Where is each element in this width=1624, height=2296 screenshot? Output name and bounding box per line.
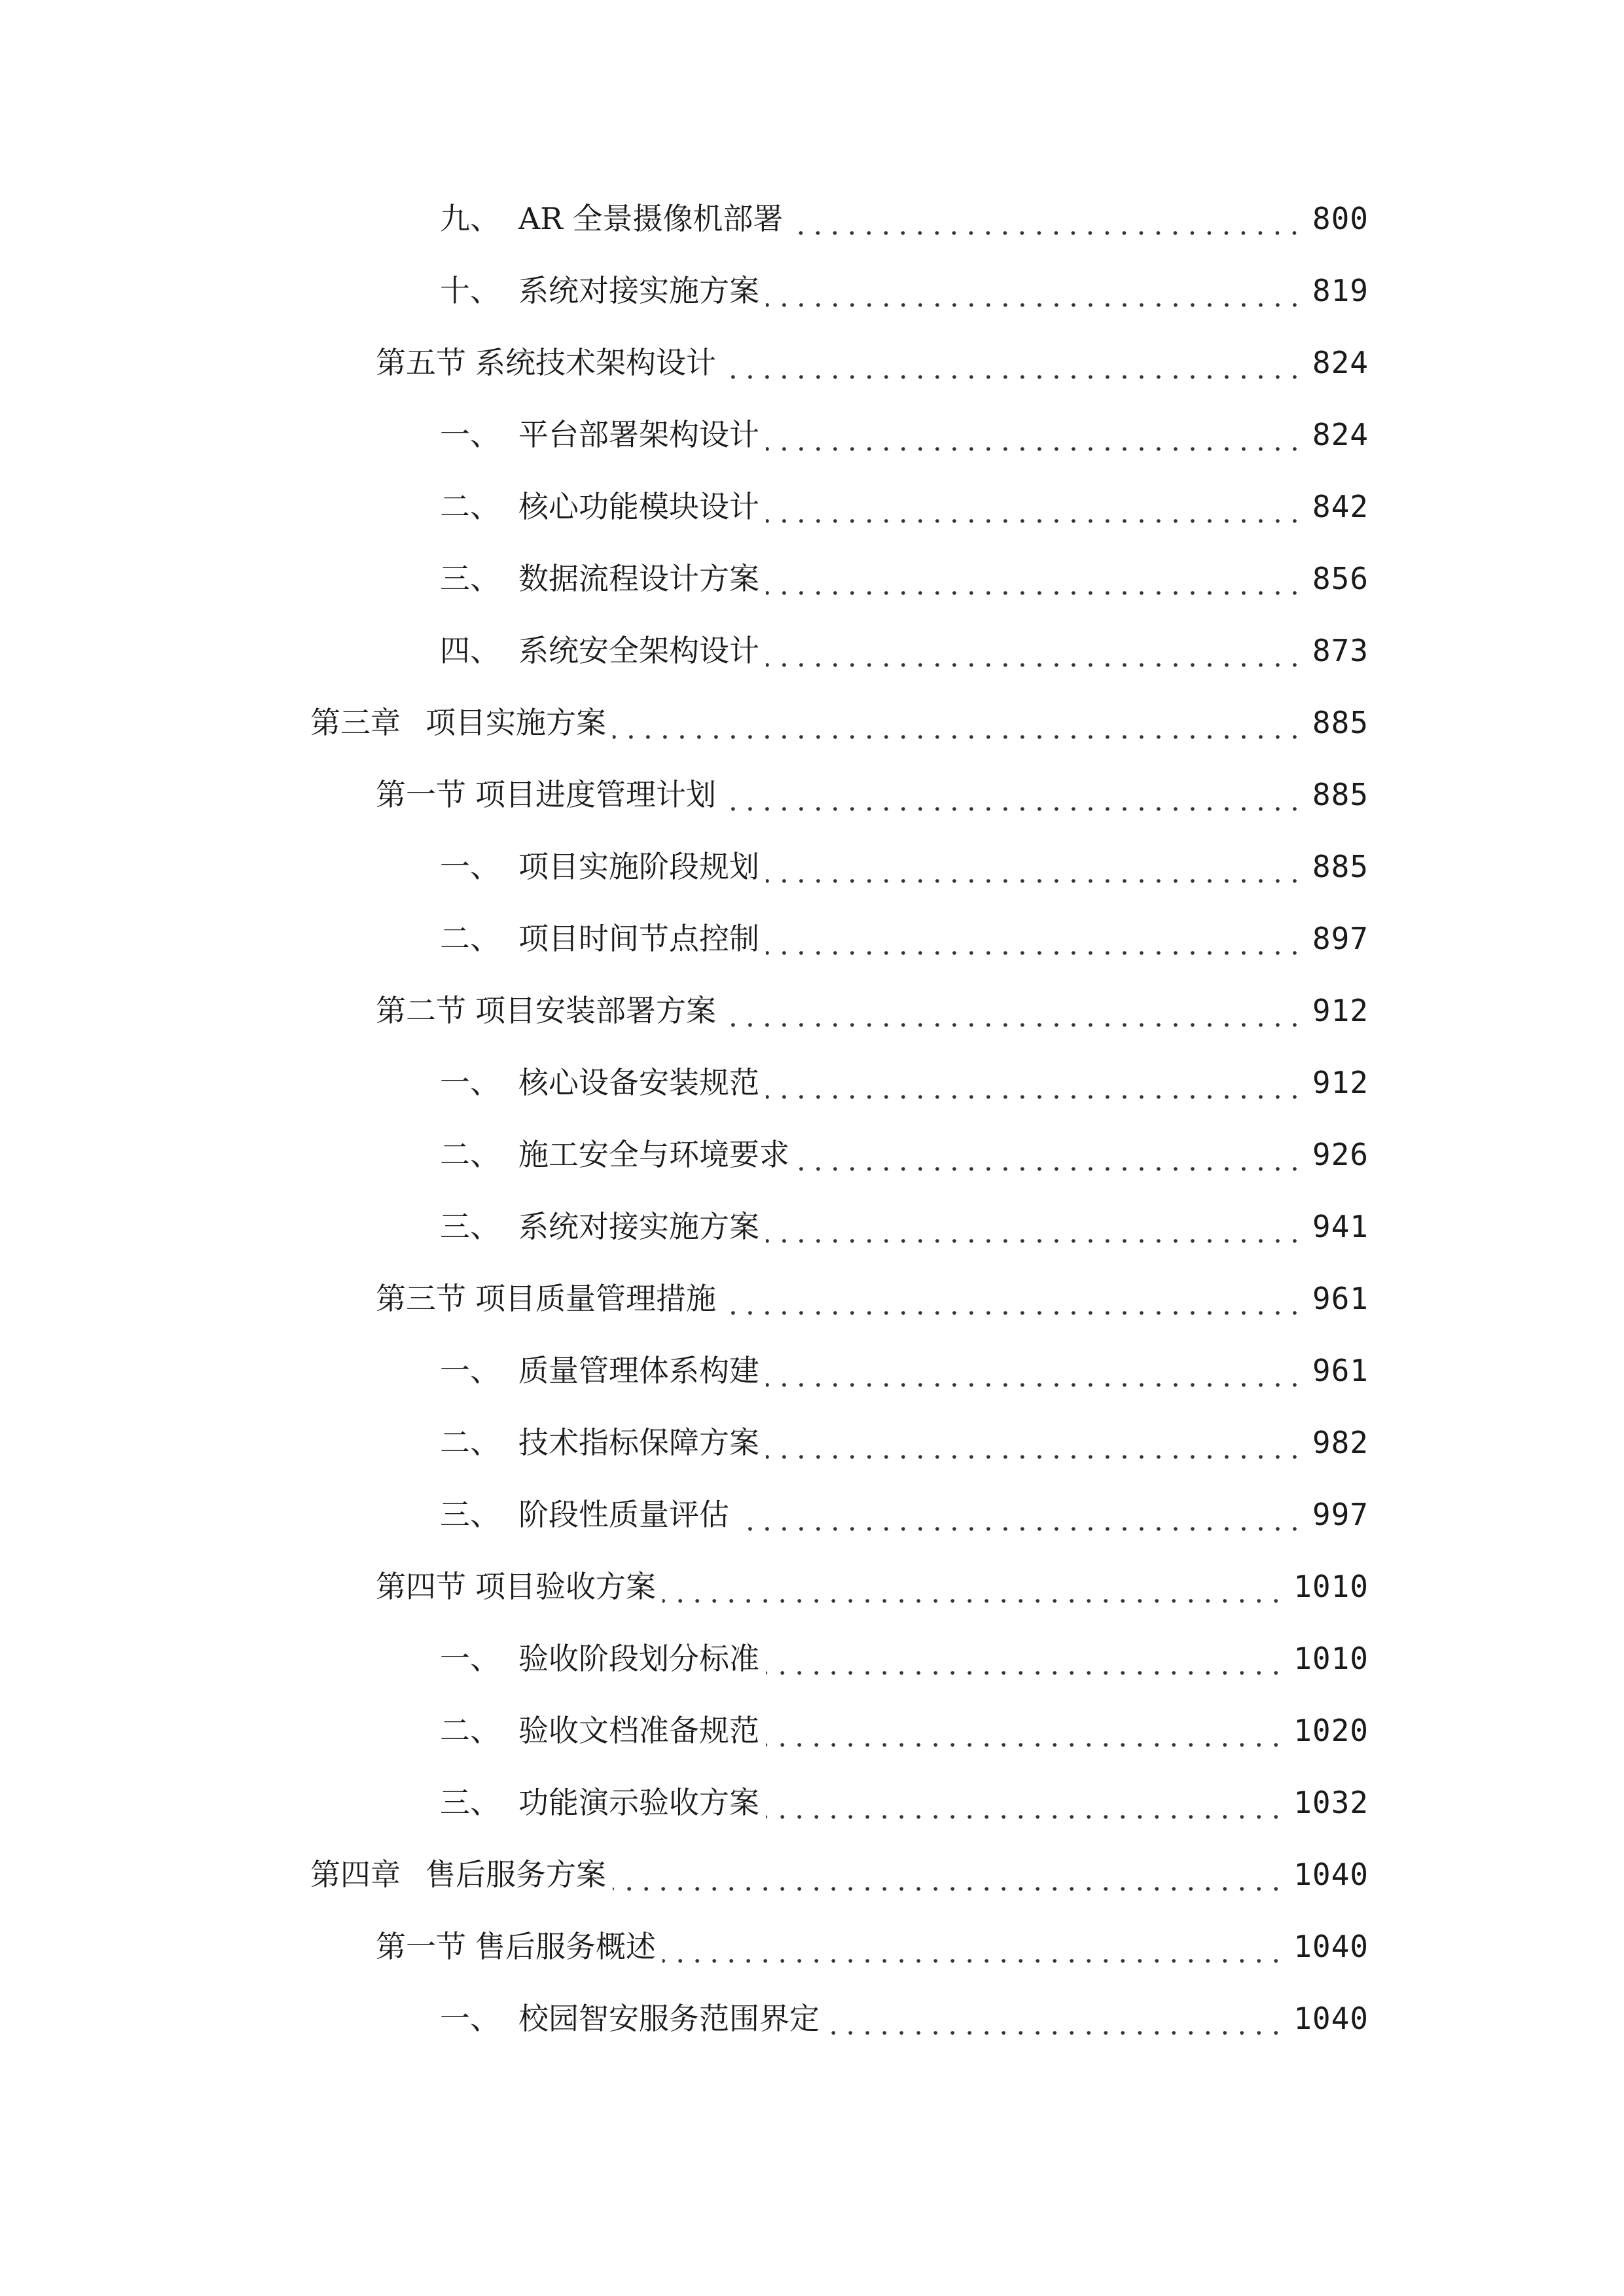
toc-entry[interactable] [440, 1128, 1369, 1181]
toc-entry-title: 项目实施阶段规划 [518, 849, 759, 884]
toc-entry-page: 912 [1312, 1065, 1369, 1100]
toc-entry[interactable] [440, 1416, 1369, 1469]
toc-entry-page: 1040 [1293, 2001, 1369, 2036]
dot-leader [723, 783, 1303, 814]
toc-entry[interactable] [440, 1992, 1369, 2045]
toc-entry[interactable] [440, 1488, 1369, 1541]
toc-entry-number: 三、 [440, 1497, 500, 1532]
toc-entry-title: 验收阶段划分标准 [518, 1641, 759, 1676]
dot-leader [766, 855, 1303, 886]
toc-entry-number: 第二节 [376, 993, 466, 1028]
toc-entry[interactable] [376, 984, 1369, 1037]
toc-entry[interactable] [440, 1056, 1369, 1109]
toc-entry-title: 项目安装部署方案 [475, 993, 716, 1028]
dot-leader [766, 423, 1303, 454]
toc-entry-page: 897 [1312, 921, 1369, 956]
toc-entry-number: 一、 [440, 1353, 500, 1388]
toc-entry-page: 873 [1312, 633, 1369, 668]
dot-leader [766, 1071, 1303, 1102]
dot-leader [766, 279, 1303, 310]
toc-entry-number: 三、 [440, 1785, 500, 1820]
toc-entry[interactable] [440, 552, 1369, 605]
toc-entry[interactable] [440, 1632, 1369, 1685]
toc-entry-number: 二、 [440, 489, 500, 524]
toc-entry-page: 1040 [1293, 1857, 1369, 1892]
toc-entry[interactable] [440, 1776, 1369, 1829]
toc-entry-title: AR 全景摄像机部署 [518, 201, 784, 236]
toc-entry-number: 二、 [440, 1137, 500, 1172]
dot-leader [613, 1863, 1284, 1893]
toc-entry-number: 九、 [440, 201, 500, 236]
toc-entry[interactable] [376, 768, 1369, 821]
dot-leader [766, 639, 1303, 670]
toc-entry[interactable] [440, 912, 1369, 965]
dot-leader [723, 999, 1303, 1030]
dot-leader [723, 1287, 1303, 1318]
toc-entry[interactable] [376, 1560, 1369, 1613]
toc-entry-page: 961 [1312, 1353, 1369, 1388]
toc-entry-number: 第三节 [376, 1281, 466, 1316]
toc-entry-number: 一、 [440, 849, 500, 884]
toc-entry-title: 数据流程设计方案 [518, 561, 759, 596]
dot-leader [766, 1791, 1284, 1821]
toc-entry[interactable] [440, 480, 1369, 533]
toc-entry-page: 961 [1312, 1281, 1369, 1316]
toc-entry-number: 第一节 [376, 777, 466, 812]
toc-entry-number: 第一节 [376, 1929, 466, 1964]
toc-entry-page: 856 [1312, 561, 1369, 596]
toc-entry[interactable] [440, 264, 1369, 317]
toc-entry-page: 912 [1312, 993, 1369, 1028]
toc-entry[interactable] [440, 1344, 1369, 1397]
toc-entry-title: 核心设备安装规范 [518, 1065, 759, 1100]
toc-entry-page: 982 [1312, 1425, 1369, 1460]
dot-leader [766, 1719, 1284, 1749]
dot-leader [766, 1359, 1303, 1390]
dot-leader [766, 567, 1303, 598]
toc-entry-page: 1010 [1293, 1569, 1369, 1604]
toc-entry[interactable] [376, 1272, 1369, 1325]
toc-entry-page: 1032 [1293, 1785, 1369, 1820]
toc-entry[interactable] [376, 336, 1369, 389]
toc-entry-page: 842 [1312, 489, 1369, 524]
toc-entry-page: 824 [1312, 345, 1369, 380]
dot-leader [766, 927, 1303, 958]
toc-entry-number: 一、 [440, 1065, 500, 1100]
toc-entry-title: 系统对接实施方案 [518, 273, 759, 308]
dot-leader [662, 1575, 1284, 1605]
toc-entry-number: 三、 [440, 561, 500, 596]
toc-entry-title: 售后服务方案 [425, 1857, 606, 1892]
toc-entry-title: 验收文档准备规范 [518, 1713, 759, 1748]
toc-entry-page: 1040 [1293, 1929, 1369, 1964]
toc-entry-number: 四、 [440, 633, 500, 668]
toc-entry-title: 系统对接实施方案 [518, 1209, 759, 1244]
dot-leader [613, 711, 1303, 742]
toc-entry-title: 技术指标保障方案 [518, 1425, 759, 1460]
toc-entry-number: 二、 [440, 921, 500, 956]
dot-leader [766, 495, 1303, 526]
toc-entry-title: 校园智安服务范围界定 [518, 2001, 820, 2036]
toc-entry-number: 第五节 [376, 345, 466, 380]
toc-entry-title: 项目实施方案 [425, 705, 606, 740]
dot-leader [826, 2007, 1284, 2037]
toc-entry-title: 核心功能模块设计 [518, 489, 759, 524]
dot-leader [766, 1647, 1284, 1677]
toc-entry[interactable] [440, 408, 1369, 461]
toc-entry-number: 一、 [440, 2001, 500, 2036]
toc-entry-title: 质量管理体系构建 [518, 1353, 759, 1388]
toc-entry-page: 885 [1312, 777, 1369, 812]
toc-entry-number: 一、 [440, 417, 500, 452]
toc-entry-title: 系统技术架构设计 [475, 345, 716, 380]
toc-entry[interactable] [310, 1848, 1369, 1901]
toc-entry-number: 十、 [440, 273, 500, 308]
toc-entry[interactable] [310, 696, 1369, 749]
dot-leader [736, 1503, 1303, 1534]
toc-entry[interactable] [440, 192, 1369, 245]
toc-entry-title: 功能演示验收方案 [518, 1785, 759, 1820]
toc-entry[interactable] [376, 1920, 1369, 1973]
dot-leader [662, 1935, 1284, 1965]
toc-entry-title: 售后服务概述 [475, 1929, 656, 1964]
toc-entry-page: 800 [1312, 201, 1369, 236]
toc-entry-number: 第三章 [310, 705, 401, 740]
toc-entry-number: 一、 [440, 1641, 500, 1676]
toc-entry-title: 项目质量管理措施 [475, 1281, 716, 1316]
toc-entry-number: 二、 [440, 1713, 500, 1748]
dot-leader [796, 1143, 1303, 1174]
dot-leader [789, 207, 1303, 238]
toc-entry-page: 1010 [1293, 1641, 1369, 1676]
toc-entry[interactable] [440, 1200, 1369, 1253]
toc-entry-title: 项目时间节点控制 [518, 921, 759, 956]
toc-entry-title: 平台部署架构设计 [518, 417, 759, 452]
toc-entry-title: 系统安全架构设计 [518, 633, 759, 668]
dot-leader [723, 351, 1303, 382]
toc-entry[interactable] [440, 624, 1369, 677]
toc-entry-page: 926 [1312, 1137, 1369, 1172]
toc-entry[interactable] [440, 840, 1369, 893]
dot-leader [766, 1431, 1303, 1462]
toc-entry-page: 997 [1312, 1497, 1369, 1532]
toc-entry-page: 941 [1312, 1209, 1369, 1244]
toc-entry-number: 第四章 [310, 1857, 401, 1892]
toc-entry-page: 1020 [1293, 1713, 1369, 1748]
toc-entry-title: 项目进度管理计划 [475, 777, 716, 812]
dot-leader [766, 1215, 1303, 1246]
toc-entry-number: 三、 [440, 1209, 500, 1244]
toc-entry-number: 第四节 [376, 1569, 466, 1604]
toc-entry-page: 824 [1312, 417, 1369, 452]
toc-entry-title: 项目验收方案 [475, 1569, 656, 1604]
toc-entry-number: 二、 [440, 1425, 500, 1460]
toc-entry-page: 885 [1312, 705, 1369, 740]
toc-entry-title: 阶段性质量评估 [518, 1497, 729, 1532]
toc-entry-page: 819 [1312, 273, 1369, 308]
toc-entry-page: 885 [1312, 849, 1369, 884]
toc-entry[interactable] [440, 1704, 1369, 1757]
toc-entry-title: 施工安全与环境要求 [518, 1137, 789, 1172]
